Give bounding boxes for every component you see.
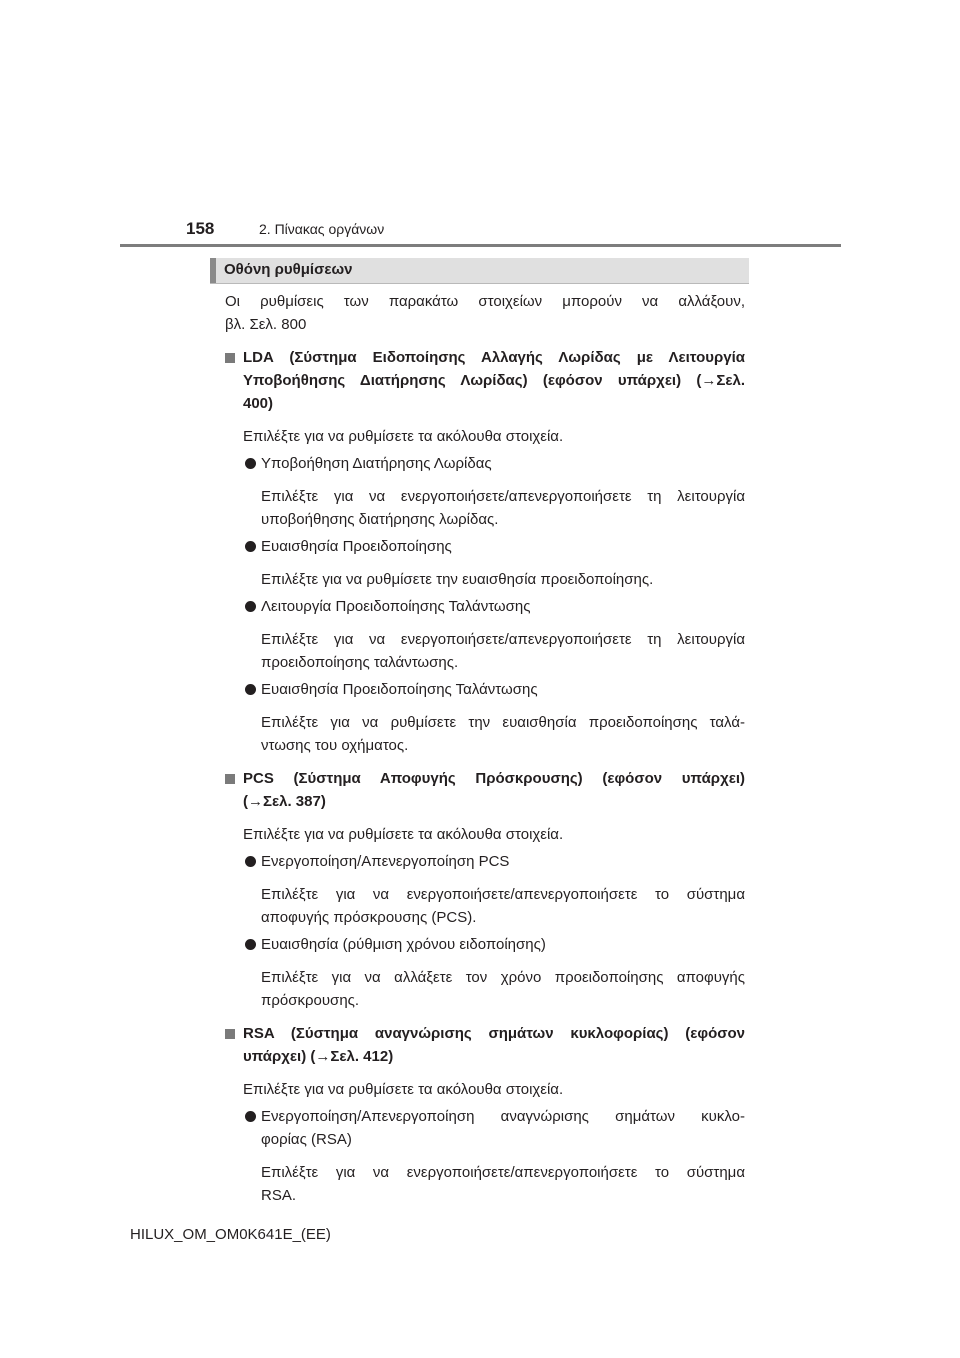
desc-line: Επιλέξτε για να ενεργοποιήσετε/απενεργοποιήσετε το σύστημα <box>261 886 745 903</box>
intro-line: Οι ρυθμίσεις των παρακάτω στοιχείων μπορούν να αλλάξουν, <box>225 293 745 310</box>
page-number: 158 <box>186 219 215 238</box>
heading-line: υπάρχει) (→Σελ. 412) <box>243 1048 394 1065</box>
bullet-icon <box>245 856 256 867</box>
bullet-icon <box>245 939 256 950</box>
desc-line: Επιλέξτε για να ενεργοποιήσετε/απενεργοποιήσετε τη λειτουργία <box>261 631 745 648</box>
rsa-intro: Επιλέξτε για να ρυθμίσετε τα ακόλουθα στοιχεία. <box>243 1081 564 1098</box>
list-item-title: Υποβοήθηση Διατήρησης Λωρίδας <box>261 455 492 472</box>
desc-line: Επιλέξτε για να ρυθμίσετε την ευαισθησία προειδοποίησης. <box>261 571 654 588</box>
intro-line: βλ. Σελ. 800 <box>225 316 307 333</box>
list-item-title: Ενεργοποίηση/Απενεργοποίηση PCS <box>261 853 510 870</box>
list-item <box>225 933 745 956</box>
list-item <box>225 535 745 558</box>
desc-line: προειδοποίησης ταλάντωσης. <box>261 654 459 671</box>
intro-paragraph <box>225 290 745 336</box>
desc-line: ντωσης του οχήματος. <box>261 737 409 754</box>
list-item-description <box>225 628 745 674</box>
bullet-icon <box>245 458 256 469</box>
section-title: Οθόνη ρυθμίσεων <box>224 261 353 278</box>
pcs-intro: Επιλέξτε για να ρυθμίσετε τα ακόλουθα στοιχεία. <box>243 826 564 843</box>
list-item-title: φορίας (RSA) <box>261 1131 352 1148</box>
lda-intro: Επιλέξτε για να ρυθμίσετε τα ακόλουθα στοιχεία. <box>243 428 564 445</box>
square-bullet-icon <box>225 774 235 784</box>
list-item <box>225 1105 745 1151</box>
pcs-heading <box>225 767 745 813</box>
list-item-title: Ευαισθησία Προειδοποίησης Ταλάντωσης <box>261 681 538 698</box>
chapter-title: 2. Πίνακας οργάνων <box>259 221 385 237</box>
list-item <box>225 678 745 701</box>
heading-line: (→Σελ. 387) <box>243 793 326 810</box>
desc-line: αποφυγής πρόσκρουσης (PCS). <box>261 909 477 926</box>
page-content <box>225 290 745 1207</box>
desc-line: Επιλέξτε για να ενεργοποιήσετε/απενεργοποιήσετε το σύστημα <box>261 1164 745 1181</box>
heading-line: PCS (Σύστημα Αποφυγής Πρόσκρουσης) (εφόσον υπάρχει) <box>243 770 745 787</box>
desc-line: Επιλέξτε για να ενεργοποιήσετε/απενεργοποιήσετε τη λειτουργία <box>261 488 745 505</box>
desc-line: RSA. <box>261 1187 297 1204</box>
list-item-description <box>225 1161 745 1207</box>
desc-line: Επιλέξτε για να ρυθμίσετε την ευαισθησία προειδοποίησης ταλά- <box>261 714 745 731</box>
square-bullet-icon <box>225 353 235 363</box>
list-item <box>225 595 745 618</box>
desc-line: Επιλέξτε για να αλλάξετε τον χρόνο προειδοποίησης αποφυγής <box>261 969 745 986</box>
bullet-icon <box>245 541 256 552</box>
heading-line: LDA (Σύστημα Ειδοποίησης Αλλαγής Λωρίδας με Λειτουργία <box>243 349 745 366</box>
desc-line: πρόσκρουσης. <box>261 992 360 1009</box>
document-code: HILUX_OM_OM0K641E_(EE) <box>130 1226 331 1243</box>
bullet-icon <box>245 601 256 612</box>
list-item-description <box>225 883 745 929</box>
list-item-title: Λειτουργία Προειδοποίησης Ταλάντωσης <box>261 598 531 615</box>
desc-line: υποβοήθησης διατήρησης λωρίδας. <box>261 511 499 528</box>
square-bullet-icon <box>225 1029 235 1039</box>
list-item-description <box>225 568 745 591</box>
bullet-icon <box>245 1111 256 1122</box>
section-bar-accent <box>210 258 216 283</box>
bullet-icon <box>245 684 256 695</box>
list-item <box>225 850 745 873</box>
list-item <box>225 452 745 475</box>
heading-line: RSA (Σύστημα αναγνώρισης σημάτων κυκλοφορίας) (εφόσον <box>243 1025 745 1042</box>
list-item-title: Ευαισθησία Προειδοποίησης <box>261 538 452 555</box>
list-item-description <box>225 966 745 1012</box>
list-item-description <box>225 711 745 757</box>
heading-line: 400) <box>243 395 274 412</box>
lda-heading <box>225 346 745 415</box>
list-item-description <box>225 485 745 531</box>
section-title-bar <box>210 258 749 284</box>
rsa-heading <box>225 1022 745 1068</box>
list-item-title: Ευαισθησία (ρύθμιση χρόνου ειδοποίησης) <box>261 936 546 953</box>
heading-line: Υποβοήθησης Διατήρησης Λωρίδας) (εφόσον υπάρχει) (→Σελ. <box>243 372 745 389</box>
header-divider <box>120 244 841 247</box>
list-item-title: Ενεργοποίηση/Απενεργοποίηση αναγνώρισης σημάτων κυκλο- <box>261 1108 745 1125</box>
